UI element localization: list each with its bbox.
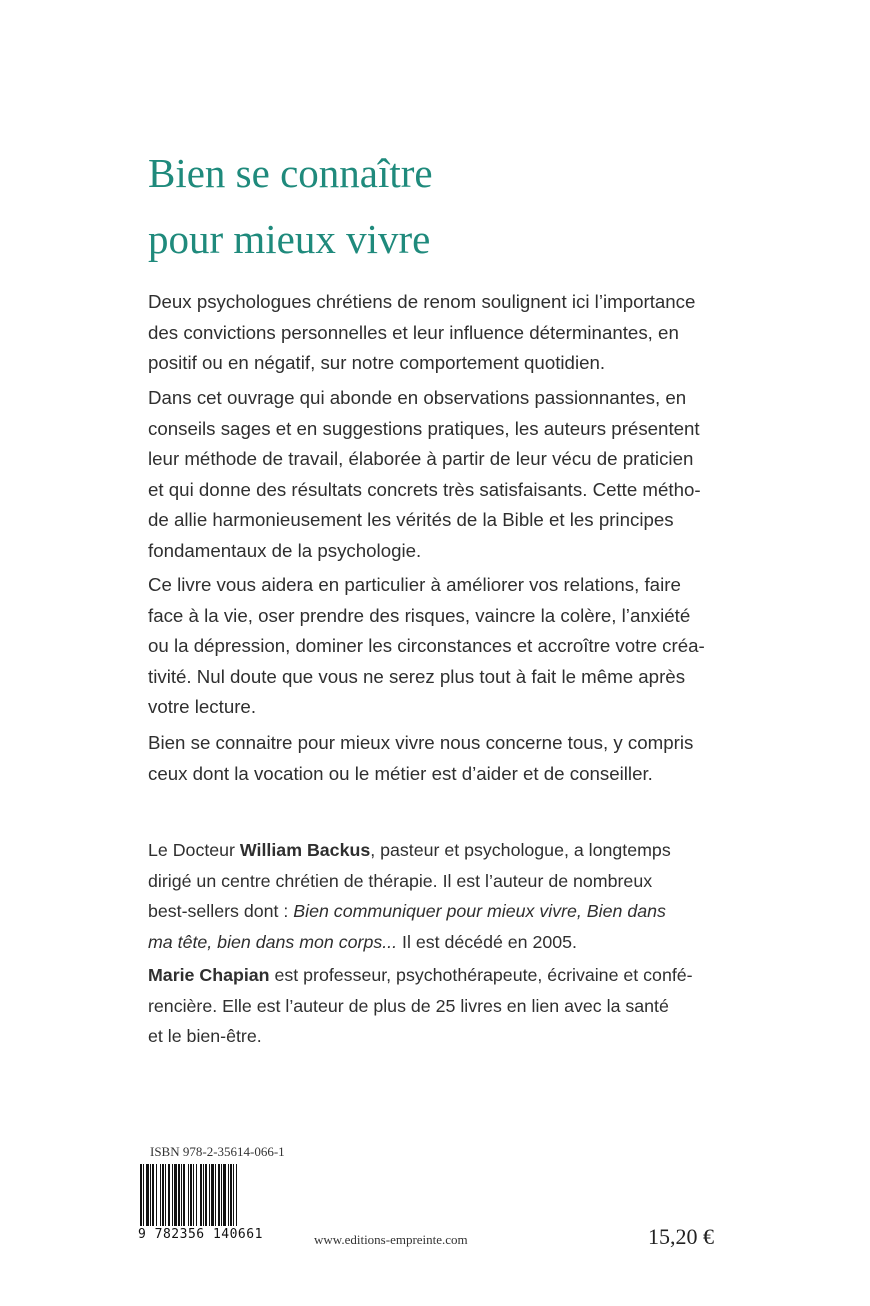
book-titles: ma tête, bien dans mon corps...: [148, 931, 398, 952]
author-name: Marie Chapian: [148, 965, 270, 985]
price: 15,20 €: [648, 1224, 714, 1249]
isbn-label: ISBN 978-2-35614-066-1: [150, 1144, 285, 1159]
paragraph-line: Ce livre vous aidera en particulier à améliorer vos relations, faire: [148, 574, 681, 595]
paragraph-line: conseils sages et en suggestions pratiques, les auteurs présentent: [148, 417, 700, 439]
barcode: [138, 1164, 288, 1259]
bio-line: best-sellers dont : Bien communiquer pour mieux vivre, Bien dans: [148, 901, 666, 921]
book-title: [148, 140, 433, 272]
paragraph-line: Dans cet ouvrage qui abonde en observations passionnantes, en: [148, 387, 687, 408]
paragraph-4: [148, 728, 748, 789]
paragraph-line: Deux psychologues chrétiens de renom soulignent ici l’importance: [148, 291, 696, 312]
paragraph-line: de allie harmonieusement les vérités de la Bible et les principes: [148, 509, 674, 531]
paragraph-line: ou la dépression, dominer les circonstances et accroître votre créa-: [148, 635, 705, 657]
paragraph-3: [148, 570, 748, 723]
author-bio-backus: [148, 835, 748, 957]
paragraph-line: positif ou en négatif, sur notre comportement quotidien.: [148, 352, 606, 374]
paragraph-line: face à la vie, oser prendre des risques, vaincre la colère, l’anxiété: [148, 604, 691, 626]
paragraph-line: fondamentaux de la psychologie.: [148, 539, 422, 561]
paragraph-line: Bien se connaitre pour mieux vivre nous concerne tous, y compris: [148, 732, 694, 753]
barcode-number: 9 782356 140661: [138, 1226, 288, 1242]
paragraph-line: votre lecture.: [148, 696, 257, 718]
book-titles: Bien communiquer pour mieux vivre, Bien dans: [293, 901, 666, 921]
paragraph-2: [148, 383, 748, 567]
author-bio-chapian: [148, 960, 748, 1052]
paragraph-line: tivité. Nul doute que vous ne serez plus tout à fait le même après: [148, 665, 686, 687]
bio-line: Le Docteur William Backus, pasteur et psychologue, a longtemps: [148, 840, 671, 860]
publisher-website: www.editions-empreinte.com: [314, 1232, 468, 1247]
title-line-1: Bien se connaître: [148, 150, 433, 196]
paragraph-line: des convictions personnelles et leur influence déterminantes, en: [148, 321, 679, 343]
author-name: William Backus: [239, 840, 371, 860]
title-line-2: pour mieux vivre: [148, 216, 431, 262]
paragraph-line: et qui donne des résultats concrets très satisfaisants. Cette métho-: [148, 478, 701, 500]
bio-line: Marie Chapian est professeur, psychothérapeute, écrivaine et confé-: [148, 965, 693, 985]
paragraph-line: ceux dont la vocation ou le métier est d’aider et de conseiller.: [148, 762, 653, 784]
paragraph-1: [148, 287, 748, 379]
bio-line: et le bien-être.: [148, 1026, 262, 1046]
bio-line: dirigé un centre chrétien de thérapie. Il est l’auteur de nombreux: [148, 870, 653, 891]
bio-line: rencière. Elle est l’auteur de plus de 25 livres en lien avec la santé: [148, 995, 669, 1016]
bio-line: ma tête, bien dans mon corps... Il est décédé en 2005.: [148, 931, 578, 952]
paragraph-line: leur méthode de travail, élaborée à partir de leur vécu de praticien: [148, 448, 694, 470]
